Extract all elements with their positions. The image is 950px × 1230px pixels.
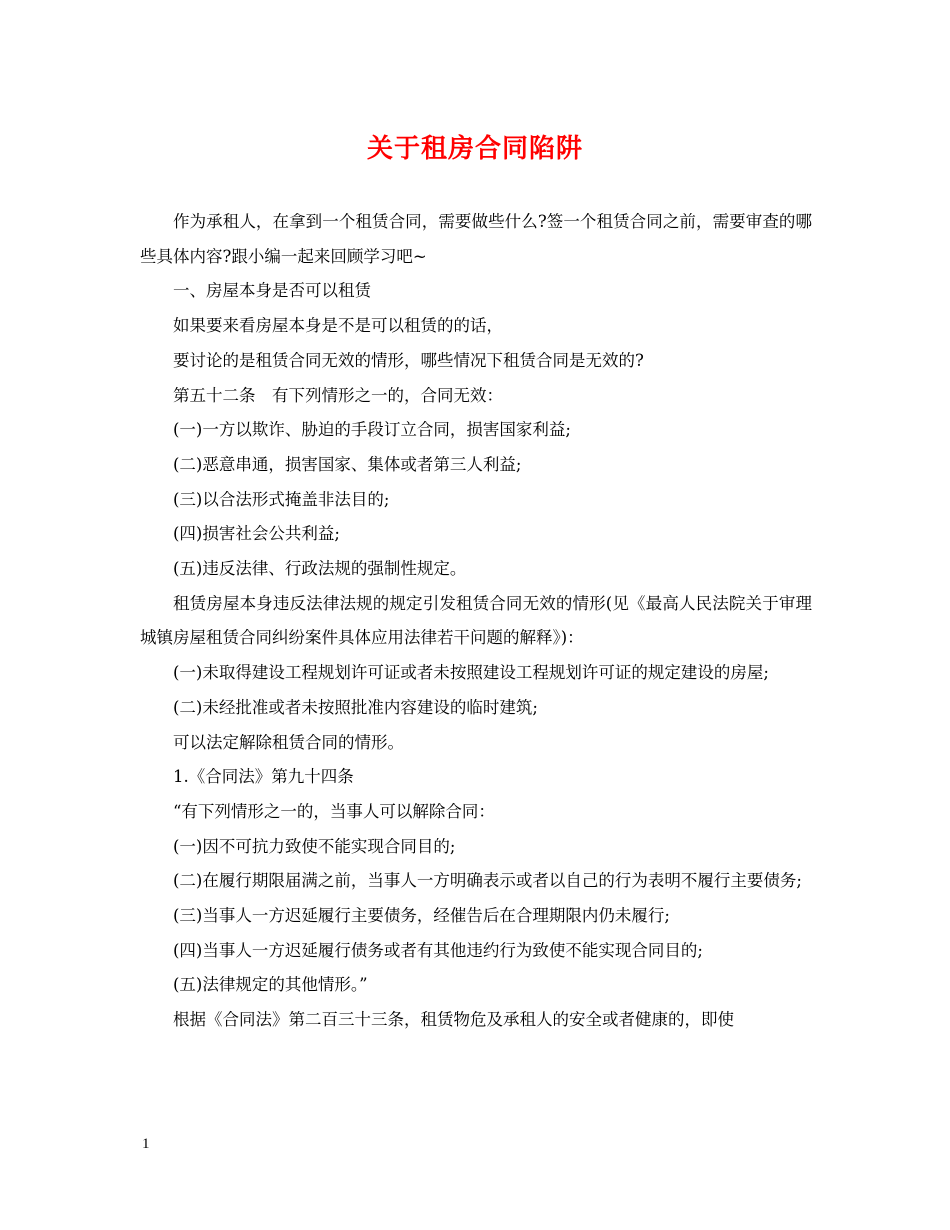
paragraph-section-heading: 一、房屋本身是否可以租赁 [173,281,371,301]
paragraph: 如果要来看房屋本身是不是可以租赁的的话， [173,316,503,336]
paragraph-intro: 作为承租人，在拿到一个租赁合同，需要做些什么?签一个租赁合同之前，需要审查的哪些具体内容?跟小编一起来回顾学习吧~ [140,212,812,266]
list-item: (二)在履行期限届满之前，当事人一方明确表示或者以自己的行为表明不履行主要债务; [173,871,802,891]
list-item: (三)以合法形式掩盖非法目的; [173,489,390,509]
list-item: (四)当事人一方迟延履行债务或者有其他违约行为致使不能实现合同目的; [173,940,703,960]
list-item: (一)一方以欺诈、胁迫的手段订立合同，损害国家利益; [173,420,571,440]
paragraph: 可以法定解除租赁合同的情形。 [173,732,404,752]
document-title: 关于租房合同陷阱 [366,134,583,164]
document-body [140,205,812,1038]
paragraph: 租赁房屋本身违反法律法规的规定引发租赁合同无效的情形(见《最高人民法院关于审理城镇房屋租赁合同纠纷案件具体应用法律若干问题的解释》)： [140,593,812,648]
paragraph: “有下列情形之一的，当事人可以解除合同： [173,801,495,821]
list-item: (二)未经批准或者未按照批准内容建设的临时建筑; [173,697,538,717]
list-item: (一)未取得建设工程规划许可证或者未按照建设工程规划许可证的规定建设的房屋; [173,663,769,683]
list-item: (四)损害社会公共利益; [173,524,340,544]
paragraph: 根据《合同法》第二百三十三条，租赁物危及承租人的安全或者健康的，即使 [173,1010,734,1030]
list-item: (五)法律规定的其他情形。” [173,975,368,995]
paragraph-article-52: 第五十二条 有下列情形之一的，合同无效： [173,385,503,405]
list-item: (五)违反法律、行政法规的强制性规定。 [173,559,467,579]
list-item: (一)因不可抗力致使不能实现合同目的; [173,836,456,856]
paragraph-article-94: 1.《合同法》第九十四条 [173,767,354,787]
paragraph: 要讨论的是租赁合同无效的情形，哪些情况下租赁合同是无效的? [173,350,644,370]
page-number: 1 [142,1136,150,1152]
list-item: (三)当事人一方迟延履行主要债务，经催告后在合理期限内仍未履行; [173,906,670,926]
list-item: (二)恶意串通，损害国家、集体或者第三人利益; [173,454,522,474]
